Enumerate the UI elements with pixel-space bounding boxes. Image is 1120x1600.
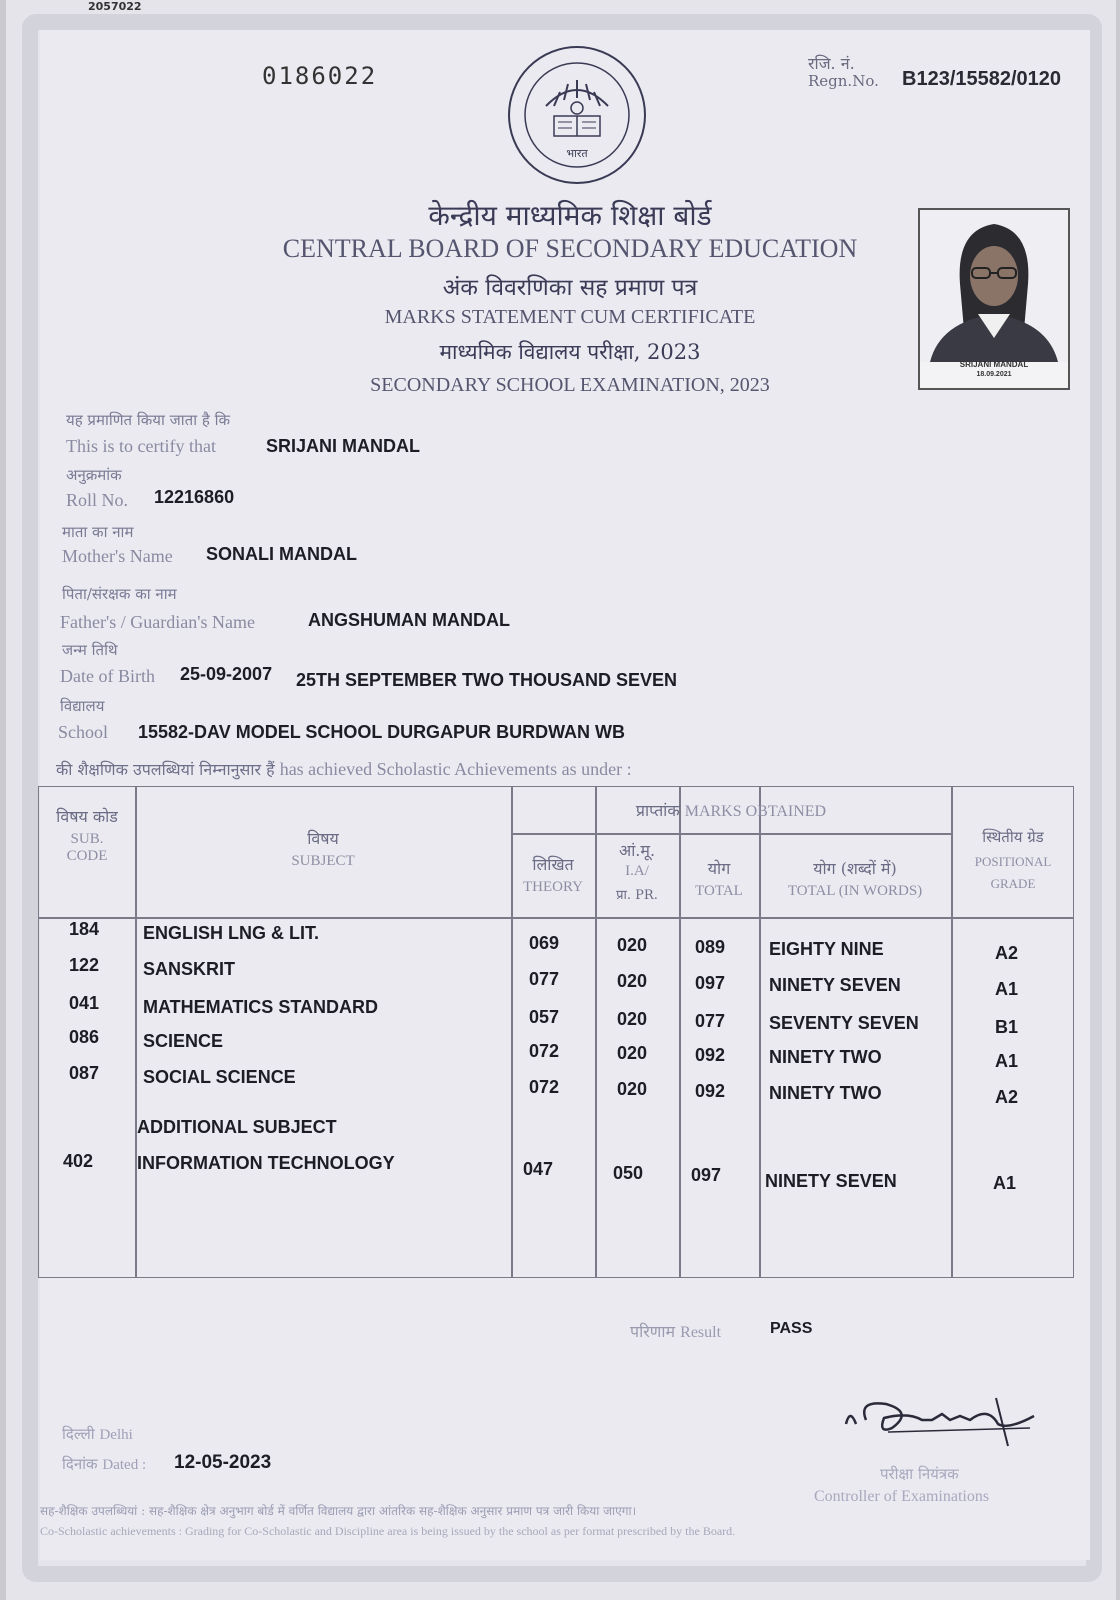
result-label-hi: परिणाम — [630, 1322, 676, 1341]
roll-label: Roll No. — [66, 490, 129, 510]
theory-marks: 072 — [529, 1041, 560, 1061]
ia-marks: 020 — [617, 1079, 648, 1099]
footer-note-hi: सह-शैक्षिक उपलब्धियां : सह-शैक्षिक क्षेत्र अनुभाग बोर्ड में वर्णित विद्यालय द्वारा आंतरिक सह-शैक्षिक अनुसार प्रमाण पत्र जारी किया जाएगा। — [40, 1504, 637, 1518]
result-value: PASS — [770, 1320, 813, 1337]
result-label-en: Result — [680, 1324, 722, 1341]
th-ia: I.A/ — [625, 863, 649, 879]
dated-label — [62, 1454, 146, 1474]
controller-title-hi: परीक्षा नियंत्रक — [880, 1465, 959, 1483]
ia-marks: 050 — [613, 1163, 644, 1183]
father-label: Father's / Guardian's Name — [60, 612, 255, 632]
certificate-title-hi: अंक विवरणिका सह प्रमाण पत्र — [442, 275, 698, 301]
cbse-seal-icon — [506, 44, 648, 186]
document-number: 2057022 — [88, 0, 142, 13]
student-name: SRIJANI MANDAL — [266, 436, 421, 456]
th-pr: प्रा. PR. — [616, 888, 658, 903]
sub-name: SCIENCE — [143, 1031, 224, 1051]
dob-value: 25-09-2007 — [180, 664, 273, 684]
total-words: NINETY SEVEN — [765, 1171, 897, 1191]
sub-code: 184 — [69, 919, 100, 939]
board-name-hi: केन्द्रीय माध्यमिक शिक्षा बोर्ड — [428, 199, 712, 232]
sub-name: MATHEMATICS STANDARD — [143, 997, 378, 1017]
sub-name: INFORMATION TECHNOLOGY — [137, 1153, 395, 1173]
school-name: 15582-DAV MODEL SCHOOL DURGAPUR BURDWAN WB — [138, 722, 626, 742]
ia-marks: 020 — [617, 1043, 648, 1063]
controller-signature — [838, 1390, 1048, 1460]
additional-subject-label: ADDITIONAL SUBJECT — [137, 1117, 337, 1137]
exam-title: SECONDARY SCHOOL EXAMINATION, 2023 — [370, 374, 770, 396]
father-name: ANGSHUMAN MANDAL — [308, 610, 510, 630]
photo-caption-date: 18.09.2021 — [976, 371, 1012, 378]
sub-name: ENGLISH LNG & LIT. — [143, 923, 320, 943]
th-theory-hi: लिखित — [532, 855, 574, 874]
student-photo — [918, 208, 1070, 390]
th-marks-hi: प्राप्तांक — [635, 801, 680, 820]
th-marks — [511, 799, 951, 821]
total-words: EIGHTY NINE — [769, 939, 884, 959]
seal-text: भारत — [566, 147, 588, 160]
total-marks: 092 — [695, 1045, 726, 1065]
certificate-title: MARKS STATEMENT CUM CERTIFICATE — [384, 306, 756, 328]
sub-code: 086 — [69, 1027, 100, 1047]
place-en: Delhi — [99, 1427, 133, 1443]
theory-marks: 057 — [529, 1007, 560, 1027]
total-words: NINETY TWO — [769, 1083, 882, 1103]
sub-code: 041 — [69, 993, 100, 1013]
total-words: SEVENTY SEVEN — [769, 1013, 919, 1033]
certify-label: This is to certify that — [66, 436, 216, 456]
place-label — [62, 1424, 133, 1444]
mother-label: Mother's Name — [62, 546, 173, 566]
th-grade-hi: स्थितीय ग्रेड — [982, 828, 1044, 846]
footer-note: Co-Scholastic achievements : Grading for Co-Scholastic and Discipline area is being issued by the school as per format prescribed by the Board. — [40, 1524, 736, 1538]
dob-label: Date of Birth — [60, 666, 155, 686]
result-label — [630, 1320, 721, 1342]
total-marks: 089 — [695, 937, 726, 957]
th-words: TOTAL (IN WORDS) — [787, 883, 923, 899]
serial-number: 0186022 — [262, 62, 378, 90]
roll-label-hi: अनुक्रमांक — [66, 466, 122, 484]
school-label-hi: विद्यालय — [60, 697, 105, 715]
th-total: TOTAL — [695, 883, 743, 899]
total-words: NINETY TWO — [769, 1047, 882, 1067]
sub-code: 087 — [69, 1063, 100, 1083]
grade: A2 — [995, 1087, 1019, 1107]
dated-label-en: Dated : — [102, 1457, 147, 1473]
ia-marks: 020 — [617, 1009, 648, 1029]
sub-code: 402 — [63, 1151, 94, 1171]
th-code-hi: विषय कोड — [56, 807, 118, 826]
theory-marks: 047 — [523, 1159, 554, 1179]
sub-name: SANSKRIT — [143, 959, 236, 979]
board-name: CENTRAL BOARD OF SECONDARY EDUCATION — [282, 234, 858, 263]
th-total-hi: योग — [707, 859, 731, 878]
student-portrait-icon — [920, 210, 1068, 362]
father-label-hi: पिता/संरक्षक का नाम — [62, 585, 177, 603]
achieved-hi: की शैक्षणिक उपलब्धियां निम्नानुसार हैं — [56, 760, 275, 779]
school-label: School — [58, 722, 109, 742]
grade: A2 — [995, 943, 1019, 963]
marks-table — [38, 786, 1074, 1278]
controller-title: Controller of Examinations — [814, 1488, 990, 1505]
dob-label-hi: जन्म तिथि — [62, 641, 118, 659]
th-theory: THEORY — [523, 879, 583, 895]
photo-caption-name: SRIJANI MANDAL — [959, 360, 1029, 369]
grade: A1 — [993, 1173, 1017, 1193]
achieved-en: has achieved Scholastic Achievements as under : — [279, 759, 632, 779]
roll-number: 12216860 — [154, 487, 235, 507]
th-grade: POSITIONAL GRADE — [974, 854, 1052, 891]
total-words: NINETY SEVEN — [769, 975, 901, 995]
grade: B1 — [995, 1017, 1019, 1037]
total-marks: 077 — [695, 1011, 726, 1031]
certify-label-hi: यह प्रमाणित किया जाता है कि — [66, 411, 230, 429]
theory-marks: 072 — [529, 1077, 560, 1097]
th-ia-hi: आं.मू. — [618, 841, 656, 860]
th-subject-hi: विषय — [307, 829, 339, 848]
dob-words: 25TH SEPTEMBER TWO THOUSAND SEVEN — [296, 670, 678, 690]
mother-label-hi: माता का नाम — [62, 523, 134, 541]
th-code: SUB. CODE — [66, 831, 108, 864]
ia-marks: 020 — [617, 935, 648, 955]
place-hi: दिल्ली — [62, 1425, 95, 1443]
regn-label-hi: रजि. नं. — [808, 54, 855, 73]
total-marks: 097 — [691, 1165, 722, 1185]
ia-marks: 020 — [617, 971, 648, 991]
grade: A1 — [995, 1051, 1019, 1071]
total-marks: 092 — [695, 1081, 726, 1101]
th-words-hi: योग (शब्दों में) — [813, 859, 897, 878]
th-marks-en: MARKS OBTAINED — [684, 803, 827, 820]
regn-number: B123/15582/0120 — [902, 68, 1062, 90]
achieved-line — [56, 758, 632, 780]
theory-marks: 077 — [529, 969, 560, 989]
sub-code: 122 — [69, 955, 100, 975]
total-marks: 097 — [695, 973, 726, 993]
th-subject: SUBJECT — [291, 853, 355, 869]
dated-label-hi: दिनांक — [62, 1455, 98, 1473]
theory-marks: 069 — [529, 933, 560, 953]
regn-label: Regn.No. — [808, 72, 879, 90]
sub-name: SOCIAL SCIENCE — [143, 1067, 296, 1087]
dated-value: 12-05-2023 — [174, 1452, 272, 1473]
mother-name: SONALI MANDAL — [206, 544, 357, 564]
exam-title-hi: माध्यमिक विद्यालय परीक्षा, 2023 — [439, 340, 701, 364]
grade: A1 — [995, 979, 1019, 999]
